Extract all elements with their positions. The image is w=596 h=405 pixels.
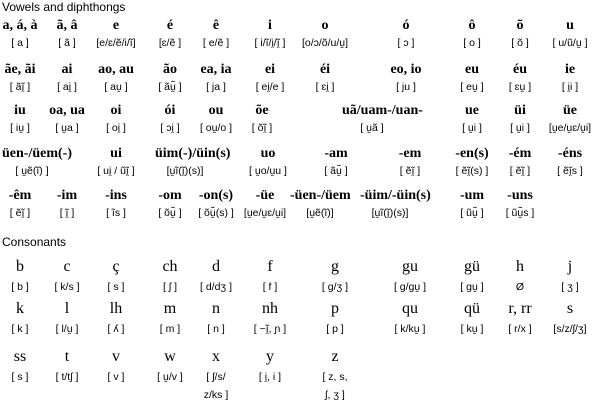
vowel-entry [155,146,231,178]
ipa-value: [ ĩs ] [106,207,126,219]
ipa-value: [ e/ẽ ] [202,37,230,49]
ipa-value: [ ĩ̯ ] [59,207,75,219]
ipa-value: [ ṷẽ(ĩ) ] [15,165,49,177]
letter: ê [212,18,220,33]
letter: k [16,300,24,317]
letter: n [212,300,220,317]
ipa-value: [ oi̯ ] [106,122,126,134]
letter: ó [402,18,410,33]
letter: ue [465,103,479,118]
letter: üen-/üem(-) [2,146,72,161]
letter: -üen-/üem [290,188,351,203]
ipa-value: [ eṷ ] [460,81,484,93]
vowel-entry [295,62,355,94]
letter: eu [465,62,479,77]
ipa-value-continued: z/ks ] [203,389,229,401]
letter: ã, â [56,18,78,33]
ipa-value: [ ṷ/v ] [157,371,183,383]
letter: y [266,348,274,365]
letter: ea, ia [200,62,232,77]
letter: l [64,300,70,317]
consonant-entry [540,258,596,294]
ipa-value: [ õṷ̃ ] [158,207,182,219]
letter: j [567,258,573,275]
vowel-entry [86,62,146,94]
letter: ei [264,62,276,77]
letter: r, rr [508,300,532,317]
letter: üe [563,103,577,118]
vowel-entry [540,103,596,135]
ipa-value: [ õṷ̃(s) ] [198,207,234,219]
ipa-value: [ ṷi ] [462,122,482,134]
ipa-value: [ ẽĩ̯s ] [557,165,583,177]
ipa-value: [ g/ʒ ] [321,281,349,293]
letter: ss [13,348,27,365]
ipa-value: [e/ɛ/ẽ/i/ĩ] [96,37,136,49]
ipa-value: [ ṷã ] [360,122,384,134]
letter: -im [56,188,78,203]
ipa-value: [ ã ] [58,37,76,49]
vowel-entry [380,146,440,178]
letter: s [566,300,574,317]
letter: -en(s) [455,146,489,161]
ipa-value: [ ɔ ] [397,37,415,49]
ipa-value: [ õĩ̯ ] [251,122,273,134]
consonant-entry [240,300,300,336]
letter: h [516,258,524,275]
letter: c [63,258,71,275]
letter: ão [163,62,177,77]
vowel-entry [295,18,355,50]
letter: éu [513,62,527,77]
ipa-value: [ kṷ ] [460,323,484,335]
ipa-value: [ b ] [11,281,29,293]
ipa-value: [ ʃ/s/ [206,371,226,383]
ipa-value: [ i̯, i ] [258,371,282,383]
letter: oi [110,103,122,118]
letter: ai [61,62,73,77]
ipa-value: [ ɛṷ ] [508,81,532,93]
letter: g [331,258,339,275]
ipa-value: [ ɔi̯ ] [160,122,180,134]
letter: ô [468,18,476,33]
letter: -éns [557,146,583,161]
letter: -uns [507,188,533,203]
letter: ói [164,103,176,118]
letter: nh [262,300,278,317]
ipa-value: [s/z/ʃ/ʒ] [553,323,587,335]
vowel-entry [235,188,295,220]
letter: i [268,18,272,33]
ipa-value: [ f ] [262,281,278,293]
ipa-value: [ ãĩ̯ ] [9,81,31,93]
letter: -üe [255,188,275,203]
letter: w [164,348,176,365]
ipa-value: [ɛ/ẽ ] [158,37,182,49]
letter: m [163,300,177,317]
letter: -üim/-üin(s) [360,188,431,203]
ipa-value: [ ẽĩ̯ ] [399,165,421,177]
letter: -om [158,188,182,203]
vowel-entry [540,18,596,50]
ipa-value: [ k/kṷ ] [394,323,426,335]
ipa-value: [ ãṷ̃ ] [158,81,182,93]
ipa-value: [ ũṷ̃ ] [460,207,484,219]
vowel-entry [232,103,292,135]
consonant-entry [240,348,300,384]
consonant-entry [305,300,365,336]
ipa-value: [ s ] [107,281,125,293]
letter: o [321,18,329,33]
ipa-value: [ gṷ ] [460,281,484,293]
consonant-entry [305,348,365,402]
ipa-value: [ aṷ ] [104,81,128,93]
letter: u [566,18,574,33]
ipa-value: [ ṷi ] [510,122,530,134]
letter: -êm [8,188,32,203]
letter: p [331,300,339,317]
ipa-value: [ p ] [326,323,344,335]
letter: -ins [105,188,127,203]
consonant-entry [186,258,246,294]
vowel-entry [360,188,431,220]
ipa-value: [ n ] [207,323,225,335]
ipa-value: [ l/ṷ ] [55,323,79,335]
vowel-entry [490,188,550,220]
ipa-value: [ ʃ ] [162,281,177,293]
ipa-value: [ṷĩ(ĩ̯)(s)] [166,165,204,177]
ipa-value: [ ɛi̯ ] [315,81,335,93]
consonant-entry [86,348,146,384]
consonant-entry [380,258,440,294]
consonant-entry [380,300,440,336]
ipa-value: [ a ] [11,37,29,49]
letter: a, á, à [2,18,38,33]
vowel-entry [186,62,246,94]
ipa-value: [ t/tʃ ] [55,371,79,383]
letter: ui [110,146,122,161]
vowel-entry [540,62,596,94]
consonant-entry [86,300,146,336]
ipa-value: [ ẽĩ̯(s) ] [455,165,489,177]
vowel-entry [290,188,350,220]
letter: õ [516,18,524,33]
ipa-value: [ d/dʒ ] [200,281,232,293]
ipa-value: [ v ] [107,371,125,383]
consonant-entry [186,300,246,336]
ipa-value: [ṷẽ(ĩ)] [306,207,334,219]
letter: ou [208,103,224,118]
letter: e [112,18,120,33]
letter: qu [402,300,418,317]
vowel-entry [2,146,72,178]
vowel-entry [540,146,596,178]
consonant-entry [186,348,246,402]
consonant-entry [86,258,146,294]
ipa-value: [ ũṷ̃s ] [505,207,535,219]
vowel-entry [86,188,146,220]
ipa-value: [ g/gṷ ] [393,281,427,293]
ipa-value: [ ãṷ̃ ] [324,165,348,177]
ipa-value: [ oṷ/o ] [199,122,233,134]
ipa-value: [ ʒ ] [561,281,579,293]
letter: x [212,348,220,365]
letter: gü [464,258,480,275]
vowel-entry [186,18,246,50]
ipa-value: [ ẽĩ̯ ] [509,165,531,177]
consonant-entry [540,300,596,336]
ipa-value: [ k/s ] [54,281,80,293]
letter: t [64,348,70,365]
letter: -um [459,188,485,203]
letter: uã/uam-/uan- [342,103,423,118]
vowel-entry [376,18,436,50]
ipa-value: [ ju ] [396,81,416,93]
letter: iu [14,103,26,118]
ipa-value: [o/ɔ/õ/u/ṷ] [301,37,349,49]
ipa-value-continued: ʃ, ʒ ] [325,389,345,401]
letter: lh [109,300,123,317]
vowel-entry [376,62,436,94]
ipa-value: [ ui̯ / ũĩ̯ ] [97,165,135,177]
letter: -em [398,146,422,161]
letter: -am [324,146,348,161]
ipa-value: Ø [515,281,525,293]
letter: f [267,258,273,275]
vowel-entry [240,62,300,94]
vowel-entry [86,18,146,50]
letter: qü [464,300,480,317]
letter: üim(-)/üin(s) [155,146,231,161]
ipa-value: [ ~ĩ̯, ɲ ] [253,323,287,335]
letter: ç [112,258,120,275]
ipa-value: [ ṷa ] [55,122,79,134]
ipa-value: [ṷe/ṷɛ/ṷi] [548,122,592,134]
letter: z [331,348,339,365]
letter: -on(s) [198,188,234,203]
vowel-entry [86,146,146,178]
letter: ch [162,258,178,275]
letter: uo [260,146,276,161]
vowel-entry [342,103,423,135]
letter: éi [319,62,331,77]
ipa-value: [ iṷ ] [10,122,30,134]
ipa-value: [ i̯i ] [561,81,579,93]
ipa-value: [ṷĩ(ĩ̯)(s)] [371,207,409,219]
ipa-value: [ k ] [11,323,29,335]
letter: v [112,348,120,365]
consonant-entry [305,258,365,294]
letter: ie [564,62,576,77]
letter: é [166,18,174,33]
vowels-heading: Vowels and diphthongs [2,0,126,14]
letter: gu [402,258,418,275]
ipa-value: [ m ] [159,323,181,335]
vowel-entry [238,146,298,178]
ipa-value: [ṷe/ṷɛ/ṷi] [243,207,287,219]
ipa-value: [ o ] [463,37,481,49]
consonant-entry [240,258,300,294]
ipa-value: [ ja ] [206,81,226,93]
letter: üi [514,103,526,118]
vowel-entry [240,18,300,50]
ipa-value: [ ai̯ ] [57,81,77,93]
consonants-heading: Consonants [2,235,67,249]
letter: eo, io [390,62,422,77]
letter: ãe, ãi [4,62,36,77]
ipa-value: [ u/ũ/ṷ ] [552,37,588,49]
letter: -ém [508,146,532,161]
letter: oa, ua [49,103,85,118]
letter: b [16,258,24,275]
ipa-value: [ ṷo/ṷu ] [249,165,287,177]
ipa-value: [ r/x ] [508,323,532,335]
ipa-value: [ ei̯/e ] [255,81,285,93]
letter: õe [255,103,269,118]
vowel-entry [86,103,146,135]
ipa-value: [ z, s, [322,371,348,383]
ipa-value: [ i/ĩ/i̯/ĩ̯ ] [254,37,286,49]
letter: ao, au [98,62,134,77]
ipa-value: [ õ ] [511,37,529,49]
ipa-value: [ ʎ ] [107,323,125,335]
letter: d [212,258,220,275]
vowel-entry [306,146,366,178]
ipa-value: [ ẽĩ̯ ] [9,207,31,219]
ipa-value: [ s ] [11,371,29,383]
